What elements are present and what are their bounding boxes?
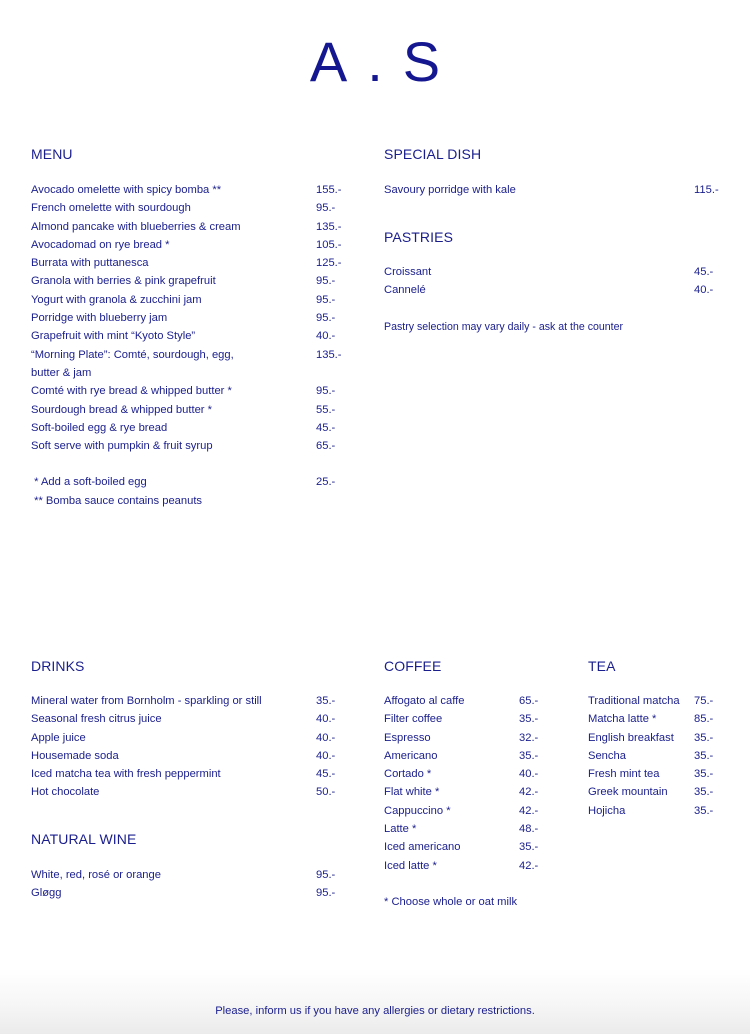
tea-title: TEA bbox=[588, 658, 616, 674]
pastries-title: PASTRIES bbox=[384, 229, 454, 245]
item-name: Iced matcha tea with fresh peppermint bbox=[31, 768, 221, 781]
item-name: Cortado * bbox=[384, 768, 432, 781]
item-price: 35.- bbox=[694, 804, 714, 817]
item-price: 50.- bbox=[316, 786, 336, 799]
item-name: White, red, rosé or orange bbox=[31, 869, 161, 881]
menu-items bbox=[31, 181, 351, 455]
note-price: 25.- bbox=[316, 476, 336, 489]
item-price: 75.- bbox=[694, 695, 714, 707]
menu-item bbox=[31, 236, 351, 254]
item-price: 155.- bbox=[316, 184, 342, 196]
coffee-item bbox=[384, 802, 564, 820]
item-price: 95.- bbox=[316, 887, 336, 900]
item-price: 40.- bbox=[519, 768, 539, 781]
item-name: Cannelé bbox=[384, 284, 426, 297]
item-name: Iced americano bbox=[384, 841, 461, 854]
coffee-item bbox=[384, 692, 564, 710]
item-price: 35.- bbox=[694, 749, 714, 762]
item-price: 45.- bbox=[694, 266, 714, 278]
drink-item bbox=[31, 710, 351, 728]
item-price: 40.- bbox=[316, 731, 336, 744]
menu-item bbox=[31, 382, 351, 400]
drinks-items bbox=[31, 692, 351, 802]
menu-item bbox=[31, 437, 351, 455]
item-price: 45.- bbox=[316, 768, 336, 781]
wine-item bbox=[31, 866, 351, 884]
tea-item bbox=[588, 729, 738, 747]
menu-section bbox=[31, 145, 351, 510]
wine-item bbox=[31, 884, 351, 902]
item-name: Gløgg bbox=[31, 887, 62, 900]
logo-s: S bbox=[402, 30, 461, 93]
menu-item bbox=[31, 199, 351, 217]
item-name: Flat white * bbox=[384, 786, 440, 799]
menu-item bbox=[31, 254, 351, 272]
coffee-note: * Choose whole or oat milk bbox=[384, 895, 518, 908]
pastries-note: Pastry selection may vary daily - ask at the counter bbox=[384, 320, 624, 333]
tea-item bbox=[588, 783, 738, 801]
item-price: 42.- bbox=[519, 804, 539, 817]
item-price: 95.- bbox=[316, 312, 336, 325]
drink-item bbox=[31, 783, 351, 801]
item-price: 95.- bbox=[316, 202, 336, 215]
item-price: 45.- bbox=[316, 421, 336, 434]
pastry-item bbox=[384, 281, 724, 299]
item-name: Almond pancake with blueberries & cream bbox=[31, 220, 241, 233]
coffee-item bbox=[384, 857, 564, 875]
coffee-item bbox=[384, 729, 564, 747]
item-name: Iced latte * bbox=[384, 859, 437, 872]
menu-item bbox=[31, 272, 351, 290]
drink-item bbox=[31, 692, 351, 710]
item-price: 35.- bbox=[519, 713, 539, 726]
menu-item bbox=[31, 291, 351, 309]
menu-item bbox=[31, 309, 351, 327]
wine-items bbox=[31, 866, 351, 903]
item-price: 35.- bbox=[519, 841, 539, 854]
item-name: Savoury porridge with kale bbox=[384, 184, 516, 196]
item-price: 35.- bbox=[694, 731, 714, 744]
tea-item bbox=[588, 765, 738, 783]
item-price: 48.- bbox=[519, 823, 539, 836]
item-name: Greek mountain bbox=[588, 786, 668, 799]
item-name: Avocado omelette with spicy bomba ** bbox=[31, 184, 222, 196]
coffee-item bbox=[384, 710, 564, 728]
logo-dot: . bbox=[367, 30, 403, 93]
footer-gradient bbox=[0, 934, 750, 1034]
item-name: English breakfast bbox=[588, 731, 674, 744]
item-name: Affogato al caffe bbox=[384, 695, 465, 707]
tea-section bbox=[588, 657, 738, 820]
pastries-section bbox=[384, 228, 724, 336]
item-name: Burrata with puttanesca bbox=[31, 257, 149, 270]
item-name: Hojicha bbox=[588, 804, 626, 817]
drink-item bbox=[31, 729, 351, 747]
item-name: Latte * bbox=[384, 823, 417, 836]
logo bbox=[0, 30, 750, 94]
item-price: 125.- bbox=[316, 257, 342, 270]
drink-item bbox=[31, 765, 351, 783]
item-name: Croissant bbox=[384, 266, 432, 278]
item-name: Sourdough bread & whipped butter * bbox=[31, 403, 212, 416]
coffee-item bbox=[384, 765, 564, 783]
item-name: Matcha latte * bbox=[588, 713, 657, 726]
item-price: 40.- bbox=[316, 749, 336, 762]
special-section bbox=[384, 145, 724, 199]
special-title: SPECIAL DISH bbox=[384, 146, 482, 162]
item-name: Cappuccino * bbox=[384, 804, 451, 817]
item-name: Granola with berries & pink grapefruit bbox=[31, 275, 216, 288]
drinks-title: DRINKS bbox=[31, 658, 85, 674]
tea-item bbox=[588, 710, 738, 728]
item-name: Yogurt with granola & zucchini jam bbox=[31, 293, 202, 306]
special-items bbox=[384, 181, 724, 199]
item-name: Americano bbox=[384, 749, 438, 762]
coffee-item bbox=[384, 783, 564, 801]
coffee-item bbox=[384, 820, 564, 838]
coffee-section bbox=[384, 657, 564, 911]
item-price: 42.- bbox=[519, 786, 539, 799]
coffee-items bbox=[384, 692, 564, 875]
item-price: 85.- bbox=[694, 713, 714, 726]
item-price: 95.- bbox=[316, 275, 336, 288]
item-price: 35.- bbox=[519, 749, 539, 762]
wine-section bbox=[31, 830, 351, 903]
item-name: Seasonal fresh citrus juice bbox=[31, 713, 162, 726]
coffee-title: COFFEE bbox=[384, 658, 442, 674]
item-price: 55.- bbox=[316, 403, 336, 416]
tea-items bbox=[588, 692, 738, 820]
item-name-multiline bbox=[31, 346, 316, 383]
item-price: 95.- bbox=[316, 293, 336, 306]
item-name: Grapefruit with mint “Kyoto Style” bbox=[31, 330, 196, 343]
logo-a: A bbox=[309, 30, 368, 93]
menu-item bbox=[31, 181, 351, 199]
pastry-item bbox=[384, 263, 724, 281]
item-price: 95.- bbox=[316, 869, 336, 881]
item-price: 32.- bbox=[519, 731, 539, 744]
item-name: Housemade soda bbox=[31, 749, 119, 762]
item-name: Traditional matcha bbox=[588, 695, 680, 707]
item-price: 40.- bbox=[694, 284, 714, 297]
item-price: 135.- bbox=[316, 220, 342, 233]
menu-notes bbox=[31, 473, 351, 510]
menu-item bbox=[31, 401, 351, 419]
menu-note bbox=[31, 473, 351, 491]
menu-item bbox=[31, 419, 351, 437]
pastries-items bbox=[384, 263, 724, 300]
item-name-continued: butter & jam bbox=[31, 366, 92, 379]
item-price: 105.- bbox=[316, 238, 342, 251]
tea-item bbox=[588, 692, 738, 710]
item-name: Porridge with blueberry jam bbox=[31, 312, 168, 325]
allergy-notice: Please, inform us if you have any allergies or dietary restrictions. bbox=[215, 1005, 535, 1017]
item-name: French omelette with sourdough bbox=[31, 202, 191, 215]
item-price: 65.- bbox=[316, 440, 336, 453]
item-price: 115.- bbox=[694, 184, 719, 196]
special-item bbox=[384, 181, 724, 199]
item-name: Filter coffee bbox=[384, 713, 443, 726]
item-name: Soft serve with pumpkin & fruit syrup bbox=[31, 440, 213, 453]
tea-item bbox=[588, 802, 738, 820]
item-name: Comté with rye bread & whipped butter * bbox=[31, 385, 232, 398]
wine-title: NATURAL WINE bbox=[31, 831, 137, 847]
menu-title: MENU bbox=[31, 146, 73, 162]
drinks-section bbox=[31, 657, 351, 802]
item-name: Apple juice bbox=[31, 731, 86, 744]
item-price: 35.- bbox=[694, 786, 714, 799]
item-name: Espresso bbox=[384, 731, 431, 744]
coffee-item bbox=[384, 747, 564, 765]
item-name: Avocadomad on rye bread * bbox=[31, 238, 170, 251]
item-price: 40.- bbox=[316, 713, 336, 726]
item-name: Sencha bbox=[588, 749, 626, 762]
item-price: 135.- bbox=[316, 348, 342, 361]
item-price: 35.- bbox=[694, 768, 714, 781]
tea-item bbox=[588, 747, 738, 765]
menu-item bbox=[31, 327, 351, 345]
item-price: 95.- bbox=[316, 385, 336, 398]
menu-note bbox=[31, 492, 351, 510]
item-name: Hot chocolate bbox=[31, 786, 100, 799]
menu-item bbox=[31, 218, 351, 236]
menu-item bbox=[31, 346, 351, 383]
item-name: Mineral water from Bornholm - sparkling or still bbox=[31, 695, 262, 707]
drink-item bbox=[31, 747, 351, 765]
item-price: 40.- bbox=[316, 330, 336, 343]
coffee-item bbox=[384, 838, 564, 856]
item-name: Soft-boiled egg & rye bread bbox=[31, 421, 168, 434]
item-name: Fresh mint tea bbox=[588, 768, 660, 781]
note-text: ** Bomba sauce contains peanuts bbox=[31, 494, 203, 507]
item-price: 42.- bbox=[519, 859, 539, 872]
note-text: * Add a soft-boiled egg bbox=[31, 476, 147, 489]
item-price: 65.- bbox=[519, 695, 539, 707]
item-name: “Morning Plate”: Comté, sourdough, egg, bbox=[31, 348, 234, 361]
item-price: 35.- bbox=[316, 695, 336, 707]
